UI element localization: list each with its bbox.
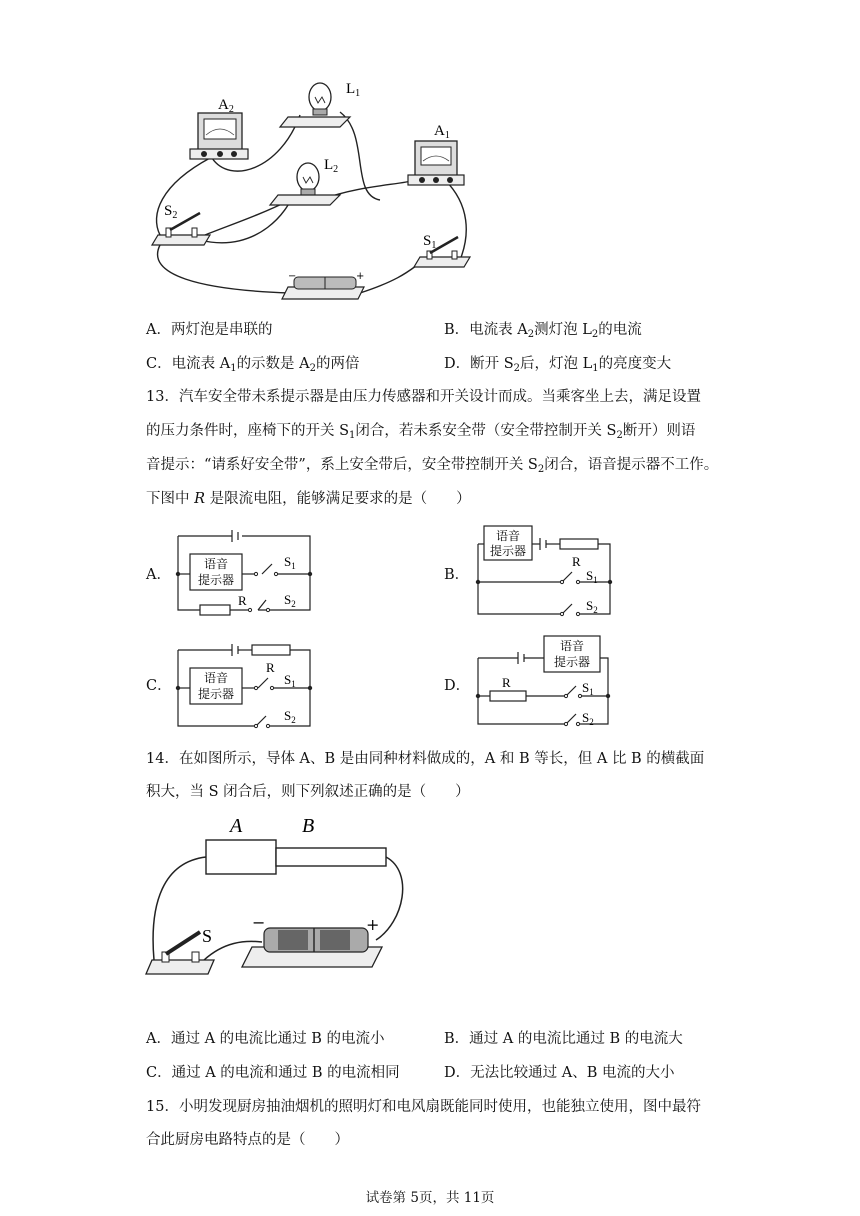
switch-s2-icon	[152, 213, 210, 245]
voice-box-label-1: 语音	[203, 557, 229, 571]
q13-text-line-3: 音提示：“请系好安全带”，系上安全带后，安全带控制开关 $S_2$闭合，语音提示器不工作。	[146, 457, 719, 475]
voice-box-label-1: 语音	[495, 529, 521, 543]
ammeter-a1-icon	[408, 141, 464, 185]
s1-label: $S_1$	[423, 233, 437, 251]
l2-label: $L_2$	[324, 157, 339, 175]
q14-option-d[interactable]: D．无法比较通过 A、B 电流的大小	[444, 1065, 675, 1081]
q12-option-b[interactable]: B．电流表 $A_2$测灯泡 $L_2$的电流	[444, 322, 642, 340]
q14-option-a[interactable]: A．通过 A 的电流比通过 B 的电流小	[146, 1031, 385, 1047]
s2-label: $S_2$	[586, 598, 598, 615]
voice-box-label-2: 提示器	[553, 655, 591, 669]
q14-circuit-figure	[144, 812, 414, 987]
q14-text-line-1: 14．在如图所示，导体 A、B 是由同种材料做成的，A 和 B 等长，但 A 比 B 的横截面	[146, 751, 705, 767]
q14-option-b[interactable]: B．通过 A 的电流比通过 B 的电流大	[444, 1031, 683, 1047]
page-footer: 试卷第 5页，共 11页	[365, 1190, 495, 1206]
q13-option-d-label[interactable]: D．	[444, 678, 471, 694]
switch-s-label: S	[202, 926, 213, 946]
q13-option-c-label[interactable]: C．	[146, 678, 172, 694]
conductor-b-label: B	[302, 815, 315, 837]
resistor-label: R	[266, 660, 275, 675]
resistor-label: R	[572, 554, 581, 569]
q12-option-d[interactable]: D．断开 $S_2$后，灯泡 $L_1$的亮度变大	[444, 356, 672, 374]
q13-circuit-a[interactable]	[170, 528, 320, 620]
s1-label: $S_1$	[284, 554, 296, 571]
a1-label: $A_1$	[434, 123, 450, 141]
q13-text-line-1: 13．汽车安全带未系提示器是由压力传感器和开关设计而成。当乘客坐上去，满足设置	[146, 389, 701, 405]
s2-label: $S_2$	[582, 710, 594, 727]
battery-plus-label: +	[366, 915, 380, 934]
s1-label: $S_1$	[586, 568, 598, 585]
resistor-label: R	[238, 593, 247, 608]
ammeter-a2-icon	[190, 113, 248, 159]
q12-option-c[interactable]: C．电流表 $A_1$的示数是 $A_2$的两倍	[146, 356, 360, 374]
s2-label: $S_2$	[284, 708, 296, 725]
q13-option-b-label[interactable]: B．	[444, 567, 470, 583]
battery-icon	[242, 928, 382, 967]
q13-text-line-4: 下图中 R 是限流电阻，能够满足要求的是（ ）	[146, 491, 471, 507]
s2-label: $S_2$	[164, 203, 178, 221]
voice-box-label-2: 提示器	[197, 687, 235, 701]
bulb-l1-icon	[280, 83, 350, 127]
battery-minus-label: −	[288, 271, 297, 282]
q13-circuit-b[interactable]	[470, 522, 620, 618]
q12-circuit-figure	[140, 75, 480, 305]
q15-text-line-1: 15．小明发现厨房抽油烟机的照明灯和电风扇既能同时使用，也能独立使用，图中最符	[146, 1099, 701, 1115]
q14-text-line-2: 积大，当 S 闭合后，则下列叙述正确的是（ ）	[146, 784, 470, 800]
l1-label: $L_1$	[346, 81, 361, 99]
battery-plus-label: +	[356, 271, 365, 282]
battery-minus-label: −	[252, 913, 266, 932]
q15-text-line-2: 合此厨房电路特点的是（ ）	[146, 1132, 349, 1148]
q13-option-a-label[interactable]: A．	[146, 567, 171, 583]
q13-text-line-2: 的压力条件时，座椅下的开关 $S_1$闭合，若未系安全带（安全带控制开关 $S_2$断开）则语	[146, 423, 696, 441]
q13-circuit-d[interactable]	[470, 632, 620, 732]
s2-label: $S_2$	[284, 592, 296, 609]
resistor-label: R	[502, 675, 511, 690]
voice-box-label-2: 提示器	[489, 544, 527, 558]
voice-box-label-1: 语音	[559, 639, 585, 653]
q14-option-c[interactable]: C．通过 A 的电流和通过 B 的电流相同	[146, 1065, 400, 1081]
q12-option-a[interactable]: A．两灯泡是串联的	[146, 322, 273, 338]
conductor-a-label: A	[230, 815, 243, 837]
voice-box-label-2: 提示器	[197, 573, 235, 587]
a2-label: $A_2$	[218, 97, 234, 115]
q13-circuit-c[interactable]	[170, 638, 320, 732]
voice-box-label-1: 语音	[203, 671, 229, 685]
s1-label: $S_1$	[582, 680, 594, 697]
s1-label: $S_1$	[284, 672, 296, 689]
